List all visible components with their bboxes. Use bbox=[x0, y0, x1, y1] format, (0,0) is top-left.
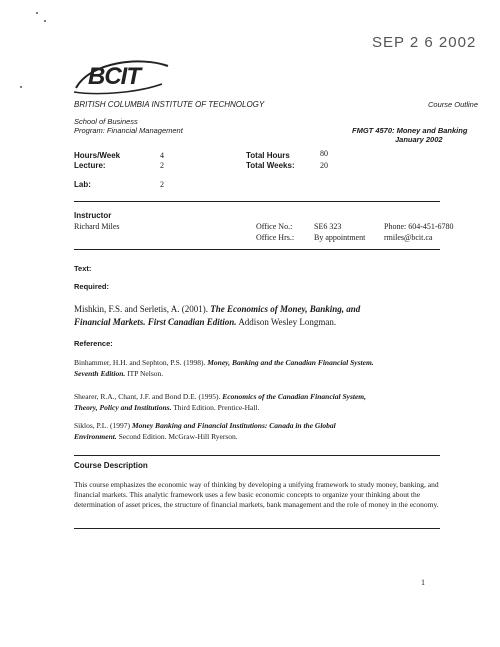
reference-heading: Reference: bbox=[74, 339, 113, 348]
hours-week-value: 4 bbox=[160, 151, 164, 160]
required-heading: Required: bbox=[74, 282, 110, 291]
reference-publisher: ITP Nelson. bbox=[127, 369, 164, 378]
required-text-line1 bbox=[74, 304, 360, 314]
page-number: 1 bbox=[421, 578, 425, 587]
course-term: January 2002 bbox=[395, 135, 443, 144]
office-no-label: Office No.: bbox=[256, 222, 293, 231]
school-name: School of Business bbox=[74, 117, 138, 126]
instructor-heading: Instructor bbox=[74, 211, 112, 220]
reference-subtitle: Theory, Policy and Institutions. bbox=[74, 403, 172, 412]
reference-subtitle: Environment. bbox=[74, 432, 117, 441]
lab-label: Lab: bbox=[74, 180, 91, 189]
reference-title: Money Banking and Financial Institutions: Canada in the Global bbox=[131, 421, 336, 430]
section-divider bbox=[74, 455, 440, 456]
required-title-line2: Financial Markets. First Canadian Edition. bbox=[74, 317, 237, 327]
reference-title: Economics of the Canadian Financial System, bbox=[222, 392, 367, 401]
reference-authors: Siklos, P.L. (1997) bbox=[74, 421, 131, 430]
total-weeks-label: Total Weeks: bbox=[246, 161, 295, 170]
lecture-value: 2 bbox=[160, 161, 164, 170]
office-hrs-label: Office Hrs.: bbox=[256, 233, 295, 242]
section-divider bbox=[74, 249, 440, 250]
reference-publisher: Third Edition. Prentice-Hall. bbox=[173, 403, 260, 412]
program-name: Program: Financial Management bbox=[74, 126, 183, 135]
office-hrs-value: By appointment bbox=[314, 233, 366, 242]
bcit-logo bbox=[70, 58, 172, 98]
reference-item bbox=[74, 357, 434, 379]
reference-authors: Binhammer, H.H. and Sephton, P.S. (1998). bbox=[74, 358, 206, 367]
reference-edition: Seventh Edition. bbox=[74, 369, 126, 378]
received-date-stamp: SEP 2 6 2002 bbox=[372, 34, 477, 51]
document-type: Course Outline bbox=[428, 100, 479, 109]
total-hours-value: 80 bbox=[320, 149, 328, 158]
lecture-label: Lecture: bbox=[74, 161, 106, 170]
instructor-email[interactable]: rmiles@bcit.ca bbox=[384, 233, 433, 242]
instructor-phone: Phone: 604-451-6780 bbox=[384, 222, 454, 231]
required-authors: Mishkin, F.S. and Serletis, A. (2001). bbox=[74, 304, 209, 314]
required-text-line2 bbox=[74, 317, 336, 327]
lab-value: 2 bbox=[160, 180, 164, 189]
institute-name: BRITISH COLUMBIA INSTITUTE OF TECHNOLOGY bbox=[74, 100, 265, 109]
reference-title: Money, Banking and the Canadian Financial System. bbox=[207, 358, 374, 367]
text-heading: Text: bbox=[74, 264, 92, 273]
required-title-line1: The Economics of Money, Banking, and bbox=[210, 304, 361, 314]
course-description-text: This course emphasizes the economic way of thinking by developing a unifying framework to study money, banking, and financial markets. This analytic framework uses a few basic economic concepts to organize your thinking about the determination of asset prices, the structure of financial markets, bank management and the role of money in the economy. bbox=[74, 480, 439, 509]
total-weeks-value: 20 bbox=[320, 161, 328, 170]
reference-publisher: Second Edition. McGraw-Hill Ryerson. bbox=[118, 432, 238, 441]
scan-speck bbox=[20, 86, 22, 88]
office-no-value: SE6 323 bbox=[314, 222, 342, 231]
instructor-name: Richard Miles bbox=[74, 222, 120, 231]
hours-week-label: Hours/Week bbox=[74, 151, 121, 160]
scan-speck bbox=[36, 12, 38, 14]
section-divider bbox=[74, 528, 440, 529]
reference-item bbox=[74, 391, 434, 413]
required-publisher: Addison Wesley Longman. bbox=[238, 317, 337, 327]
reference-item bbox=[74, 420, 434, 442]
total-hours-label: Total Hours bbox=[246, 151, 290, 160]
reference-authors: Shearer, R.A., Chant, J.F. and Bond D.E. (1995). bbox=[74, 392, 221, 401]
scan-speck bbox=[44, 20, 46, 22]
logo-text: BCIT bbox=[88, 63, 140, 90]
course-title: FMGT 4570: Money and Banking bbox=[352, 126, 468, 135]
course-description-heading: Course Description bbox=[74, 461, 148, 470]
section-divider bbox=[74, 201, 440, 202]
